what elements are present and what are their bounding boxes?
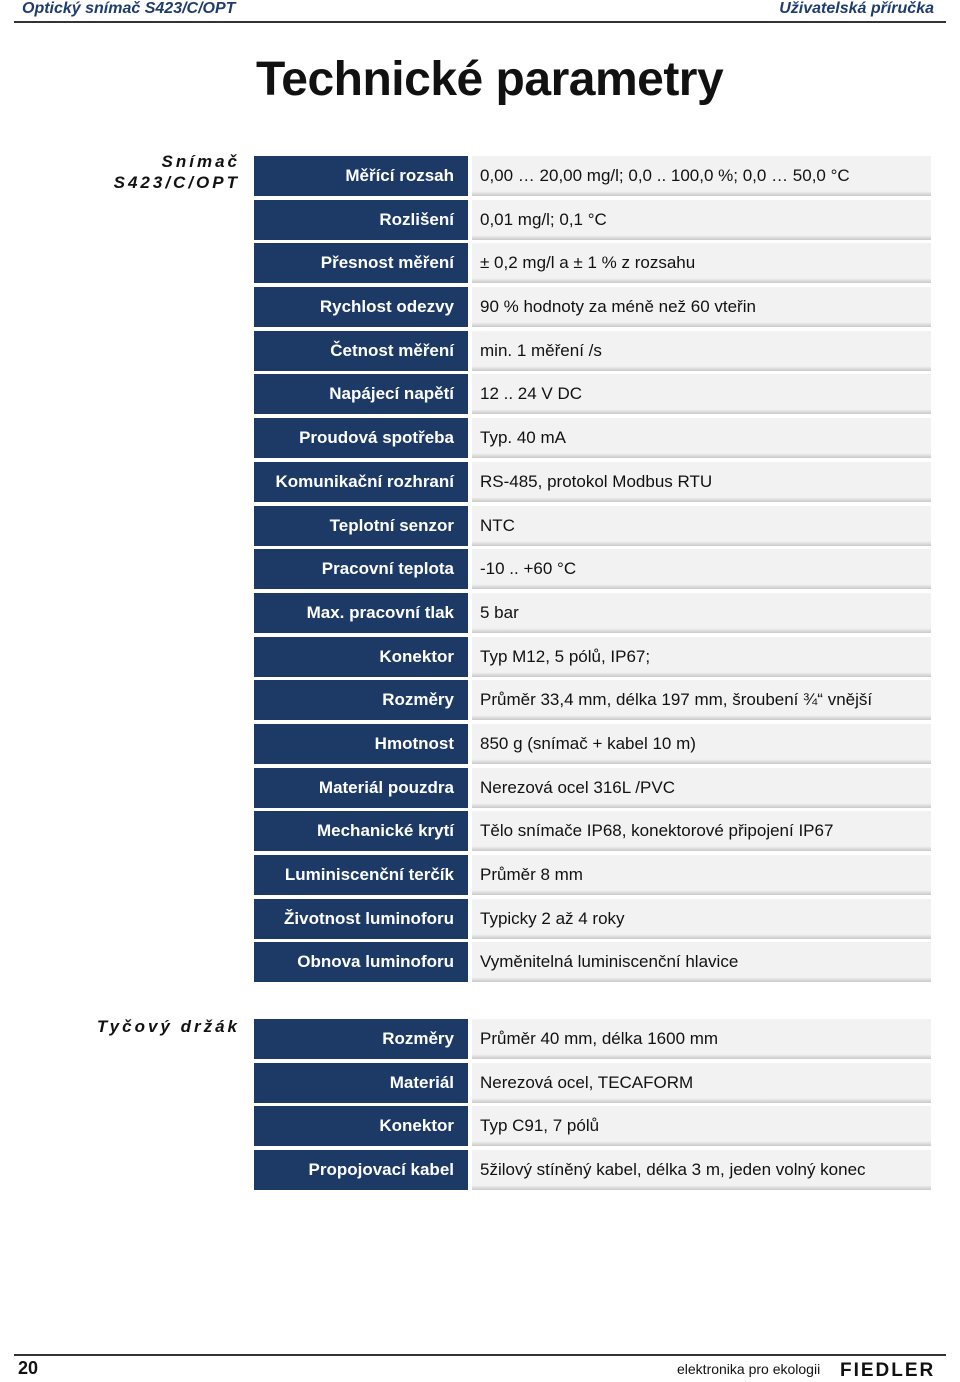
header-document-title: Optický snímač S423/C/OPT <box>22 0 236 17</box>
spec-row <box>254 156 931 196</box>
spec-row <box>254 811 931 851</box>
spec-key: Teplotní senzor <box>254 506 468 546</box>
spec-value: Nerezová ocel 316L /PVC <box>472 768 931 808</box>
spec-row <box>254 243 931 283</box>
spec-key: Hmotnost <box>254 724 468 764</box>
spec-row <box>254 506 931 546</box>
spec-row <box>254 287 931 327</box>
section-label-line: Tyčový držák <box>96 1017 240 1036</box>
spec-row <box>254 855 931 895</box>
spec-row <box>254 1063 931 1103</box>
spec-key: Rozlišení <box>254 200 468 240</box>
section-label-line: S423/C/OPT <box>113 173 240 192</box>
spec-row <box>254 549 931 589</box>
spec-row <box>254 1106 931 1146</box>
sensor-spec-table <box>254 156 931 986</box>
spec-row <box>254 593 931 633</box>
spec-value: Průměr 40 mm, délka 1600 mm <box>472 1019 931 1059</box>
spec-key: Propojovací kabel <box>254 1150 468 1190</box>
spec-value: 5žilový stíněný kabel, délka 3 m, jeden volný konec <box>472 1150 931 1190</box>
spec-row <box>254 637 931 677</box>
spec-value: Tělo snímače IP68, konektorové připojení IP67 <box>472 811 931 851</box>
spec-row <box>254 899 931 939</box>
spec-key: Měřící rozsah <box>254 156 468 196</box>
spec-key: Materiál <box>254 1063 468 1103</box>
spec-key: Obnova luminoforu <box>254 942 468 982</box>
header-divider <box>14 21 946 23</box>
spec-value: 0,00 … 20,00 mg/l; 0,0 .. 100,0 %; 0,0 … 50,0 °C <box>472 156 931 196</box>
spec-value: 850 g (snímač + kabel 10 m) <box>472 724 931 764</box>
section-label-sensor <box>114 151 240 193</box>
section-label-line: Snímač <box>161 152 240 171</box>
spec-row <box>254 942 931 982</box>
spec-key: Rozměry <box>254 680 468 720</box>
spec-row <box>254 374 931 414</box>
spec-value: 12 .. 24 V DC <box>472 374 931 414</box>
section-label-rod-holder <box>97 1016 240 1037</box>
spec-value: RS-485, protokol Modbus RTU <box>472 462 931 502</box>
spec-row <box>254 200 931 240</box>
spec-value: 5 bar <box>472 593 931 633</box>
spec-value: Průměr 33,4 mm, délka 197 mm, šroubení ¾“ vnější <box>472 680 931 720</box>
footer-tagline: elektronika pro ekologii <box>677 1361 821 1377</box>
fiedler-logo: FIEDLER <box>840 1360 936 1381</box>
spec-value: Průměr 8 mm <box>472 855 931 895</box>
spec-row <box>254 331 931 371</box>
spec-key: Četnost měření <box>254 331 468 371</box>
spec-value: min. 1 měření /s <box>472 331 931 371</box>
spec-row <box>254 462 931 502</box>
spec-value: Nerezová ocel, TECAFORM <box>472 1063 931 1103</box>
header-manual-label: Uživatelská příručka <box>779 0 934 17</box>
spec-value: ± 0,2 mg/l a ± 1 % z rozsahu <box>472 243 931 283</box>
spec-value: Typicky 2 až 4 roky <box>472 899 931 939</box>
spec-value: 90 % hodnoty za méně než 60 vteřin <box>472 287 931 327</box>
spec-key: Napájecí napětí <box>254 374 468 414</box>
spec-key: Proudová spotřeba <box>254 418 468 458</box>
spec-row <box>254 418 931 458</box>
spec-value: Typ M12, 5 pólů, IP67; <box>472 637 931 677</box>
spec-key: Komunikační rozhraní <box>254 462 468 502</box>
spec-row <box>254 768 931 808</box>
spec-value: 0,01 mg/l; 0,1 °C <box>472 200 931 240</box>
spec-key: Konektor <box>254 1106 468 1146</box>
spec-key: Rozměry <box>254 1019 468 1059</box>
spec-key: Rychlost odezvy <box>254 287 468 327</box>
spec-key: Max. pracovní tlak <box>254 593 468 633</box>
page-title: Technické parametry <box>256 53 724 106</box>
spec-row <box>254 1150 931 1190</box>
spec-key: Životnost luminoforu <box>254 899 468 939</box>
spec-value: Typ. 40 mA <box>472 418 931 458</box>
spec-value: Typ C91, 7 pólů <box>472 1106 931 1146</box>
spec-value: Vyměnitelná luminiscenční hlavice <box>472 942 931 982</box>
spec-key: Materiál pouzdra <box>254 768 468 808</box>
spec-value: NTC <box>472 506 931 546</box>
spec-key: Pracovní teplota <box>254 549 468 589</box>
spec-key: Konektor <box>254 637 468 677</box>
rod-holder-spec-table <box>254 1019 931 1194</box>
spec-row <box>254 680 931 720</box>
spec-key: Přesnost měření <box>254 243 468 283</box>
spec-key: Luminiscenční terčík <box>254 855 468 895</box>
spec-row <box>254 724 931 764</box>
spec-row <box>254 1019 931 1059</box>
spec-value: -10 .. +60 °C <box>472 549 931 589</box>
footer-divider <box>14 1354 946 1356</box>
page-number: 20 <box>18 1358 39 1378</box>
spec-key: Mechanické krytí <box>254 811 468 851</box>
